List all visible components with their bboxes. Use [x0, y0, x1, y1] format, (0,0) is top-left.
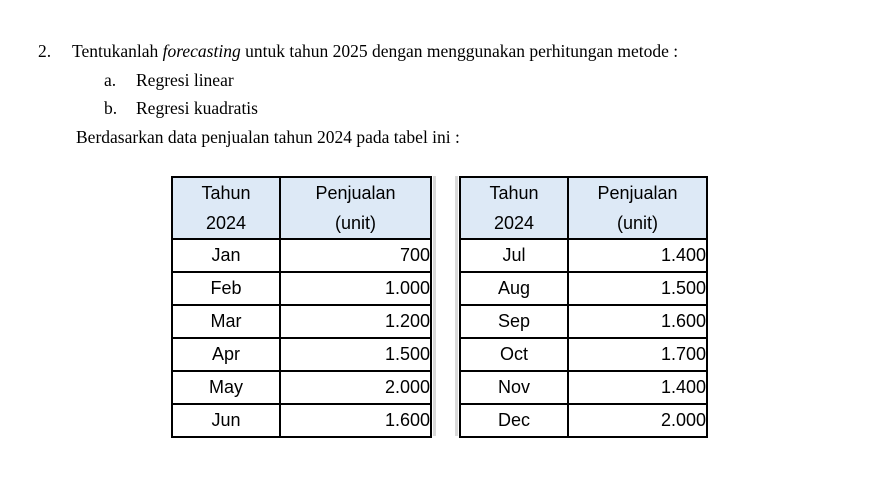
table-header-row	[172, 177, 431, 239]
header-year-line2: 2024	[205, 213, 247, 233]
table-row	[172, 305, 431, 338]
sales-cell: 1.600	[568, 305, 707, 338]
header-sales	[568, 177, 707, 239]
month-cell: Feb	[172, 272, 280, 305]
month-cell: May	[172, 371, 280, 404]
question-text-italic: forecasting	[162, 41, 241, 61]
month-cell: Jun	[172, 404, 280, 437]
table-row	[172, 404, 431, 437]
sales-cell: 1.200	[280, 305, 431, 338]
header-sales-line1: Penjualan	[315, 183, 396, 203]
month-cell: Oct	[460, 338, 568, 371]
sales-table-jul-dec	[459, 176, 708, 438]
month-cell: Sep	[460, 305, 568, 338]
table-row	[172, 338, 431, 371]
intro-text: Berdasarkan data penjualan tahun 2024 pada tabel ini :	[76, 127, 460, 147]
table-shadow-right	[455, 176, 458, 436]
table-row	[460, 239, 707, 272]
header-sales	[280, 177, 431, 239]
option-a-marker: a.	[104, 70, 117, 90]
table-row	[460, 305, 707, 338]
sales-table-jan-jun	[171, 176, 432, 438]
month-cell: Nov	[460, 371, 568, 404]
sales-cell: 1.600	[280, 404, 431, 437]
option-a-label: Regresi linear	[136, 70, 234, 90]
table-row	[172, 239, 431, 272]
question-text-start: Tentukanlah	[72, 41, 163, 61]
question-text	[72, 41, 678, 61]
sales-cell: 1.400	[568, 239, 707, 272]
table-header-row	[460, 177, 707, 239]
sales-cell: 700	[280, 239, 431, 272]
question-text-end: untuk tahun 2025 dengan menggunakan perhitungan metode :	[240, 41, 679, 61]
table-row	[172, 272, 431, 305]
sales-cell: 1.500	[280, 338, 431, 371]
table-row	[460, 338, 707, 371]
month-cell: Mar	[172, 305, 280, 338]
header-year	[172, 177, 280, 239]
header-sales-line2: (unit)	[616, 213, 658, 233]
question-number: 2.	[38, 41, 52, 61]
sales-cell: 2.000	[568, 404, 707, 437]
header-sales-line1: Penjualan	[597, 183, 678, 203]
header-year-line1: Tahun	[201, 183, 251, 203]
header-year	[460, 177, 568, 239]
table-row	[460, 371, 707, 404]
month-cell: Jul	[460, 239, 568, 272]
month-cell: Apr	[172, 338, 280, 371]
table-row	[172, 371, 431, 404]
table-row	[460, 404, 707, 437]
sales-cell: 1.000	[280, 272, 431, 305]
header-year-line2: 2024	[493, 213, 535, 233]
sales-cell: 1.700	[568, 338, 707, 371]
month-cell: Dec	[460, 404, 568, 437]
table-row	[460, 272, 707, 305]
header-year-line1: Tahun	[489, 183, 539, 203]
sales-cell: 1.500	[568, 272, 707, 305]
sales-cell: 1.400	[568, 371, 707, 404]
option-b-label: Regresi kuadratis	[136, 98, 258, 118]
sales-cell: 2.000	[280, 371, 431, 404]
month-cell: Jan	[172, 239, 280, 272]
month-cell: Aug	[460, 272, 568, 305]
table-shadow-left	[433, 176, 436, 436]
option-b-marker: b.	[104, 98, 118, 118]
header-sales-line2: (unit)	[334, 213, 376, 233]
